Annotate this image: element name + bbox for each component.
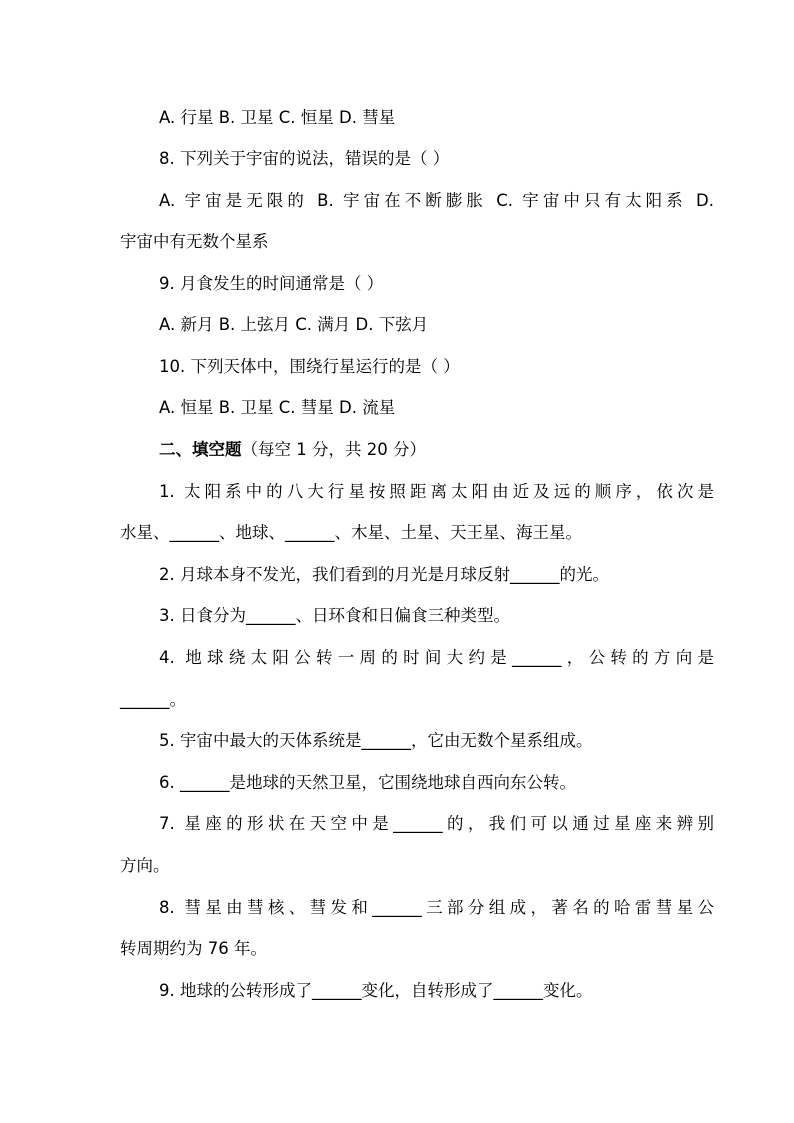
fill-3: 3. 日食分为______、日环食和日偏食三种类型。 <box>159 606 510 625</box>
fill-6: 6. ______是地球的天然卫星，它围绕地球自西向东公转。 <box>159 773 576 792</box>
fill-7-line2: 方向。 <box>120 856 170 875</box>
fill-1-line1: 1. 太阳系中的八大行星按照距离太阳由近及远的顺序，依次是 <box>159 482 714 501</box>
q10-options: A. 恒星 B. 卫星 C. 彗星 D. 流星 <box>159 398 396 417</box>
q7-options: A. 行星 B. 卫星 C. 恒星 D. 彗星 <box>159 108 396 127</box>
fill-7-line1: 7. 星座的形状在天空中是______的，我们可以通过星座来辨别 <box>159 814 714 833</box>
section-heading-note: （每空 1 分，共 20 分） <box>241 440 426 459</box>
fill-8-line2: 转周期约为 76 年。 <box>120 939 267 958</box>
fill-9: 9. 地球的公转形成了______变化，自转形成了______变化。 <box>159 981 593 1000</box>
fill-1-line2: 水星、______、地球、______、木星、土星、天王星、海王星。 <box>120 523 582 542</box>
fill-8-line1: 8. 彗星由彗核、彗发和______三部分组成，著名的哈雷彗星公 <box>159 898 714 917</box>
section-heading-title: 二、填空题 <box>159 440 242 459</box>
q8-options-line1: A. 宇宙是无限的 B. 宇宙在不断膨胀 C. 宇宙中只有太阳系 D. <box>159 191 714 210</box>
fill-2: 2. 月球本身不发光，我们看到的月光是月球反射______的光。 <box>159 565 609 584</box>
q9-options: A. 新月 B. 上弦月 C. 满月 D. 下弦月 <box>159 315 429 334</box>
fill-4-line2: ______。 <box>120 690 186 709</box>
fill-5: 5. 宇宙中最大的天体系统是______，它由无数个星系组成。 <box>159 731 593 750</box>
q9-question: 9. 月食发生的时间通常是（ ） <box>159 274 384 293</box>
fill-4-line1: 4. 地球绕太阳公转一周的时间大约是______，公转的方向是 <box>159 648 714 667</box>
q8-options-line2: 宇宙中有无数个星系 <box>120 232 269 251</box>
q8-question: 8. 下列关于宇宙的说法，错误的是（ ） <box>159 149 450 168</box>
section-heading <box>159 438 719 462</box>
q10-question: 10. 下列天体中，围绕行星运行的是（ ） <box>159 357 460 376</box>
